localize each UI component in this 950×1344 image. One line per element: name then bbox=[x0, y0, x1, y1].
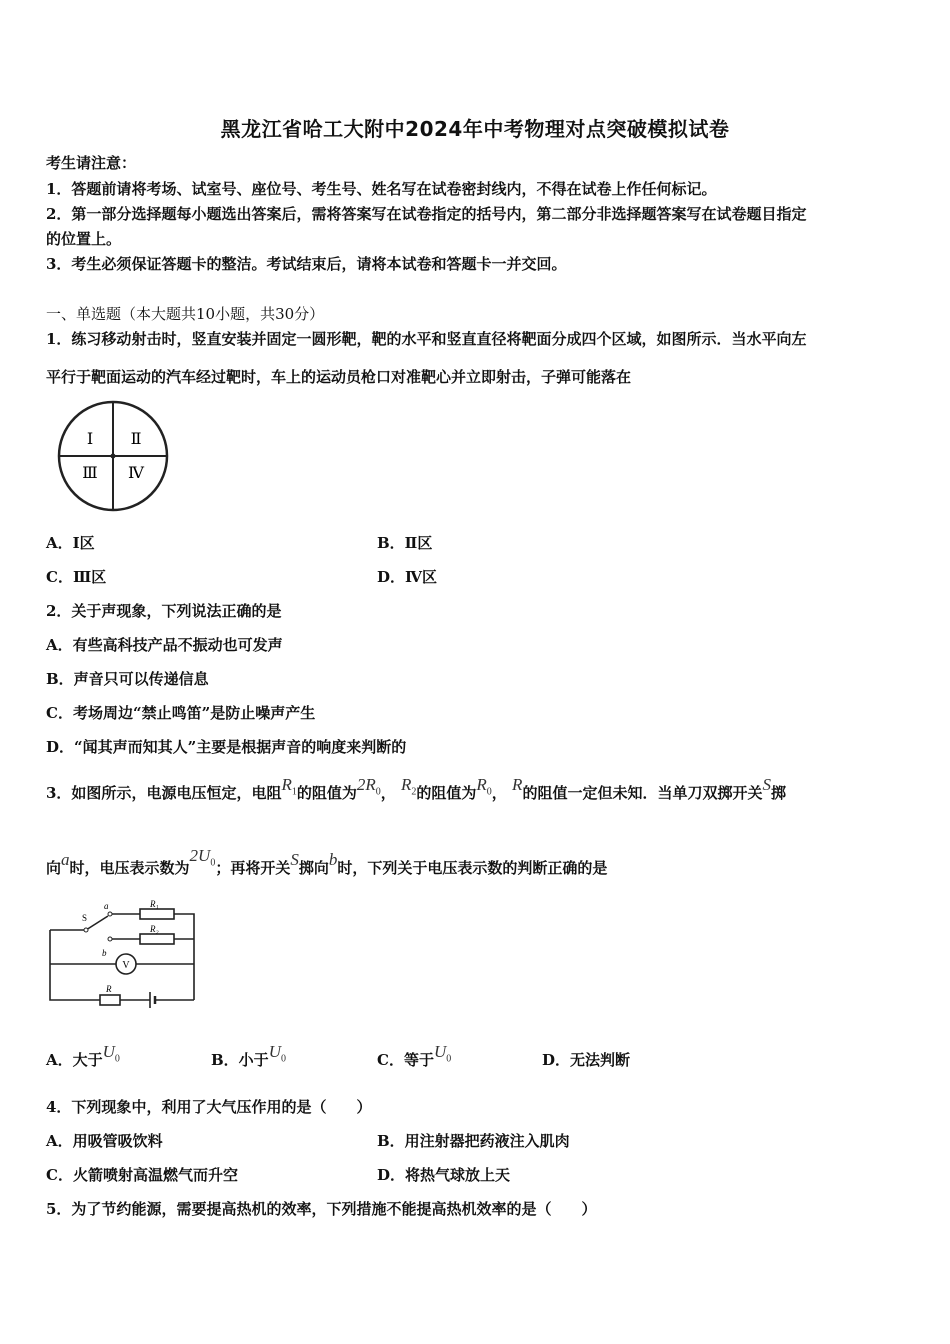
math-s: S bbox=[762, 775, 771, 794]
q2-option-a[interactable]: A．有些高科技产品不振动也可发声 bbox=[46, 636, 283, 654]
page-title: 黑龙江省哈工大附中2024年中考物理对点突破模拟试卷 bbox=[220, 117, 730, 141]
notice-item: 2．第一部分选择题每小题选出答案后，需将答案写在试卷指定的括号内，第二部分非选择题答案写在试卷题目指定 bbox=[46, 205, 807, 223]
q4-stem: 4．下列现象中，利用了大气压作用的是（ ） bbox=[46, 1098, 372, 1116]
q2-stem: 2．关于声现象，下列说法正确的是 bbox=[46, 602, 282, 620]
math-s: S bbox=[290, 850, 299, 869]
q3-text: 掷 bbox=[770, 784, 786, 802]
q1-stem-line2: 平行于靶面运动的汽车经过靶时，车上的运动员枪口对准靶心并立即射击，子弹可能落在 bbox=[46, 368, 632, 386]
q3-text: 掷向 bbox=[298, 859, 329, 877]
q3-text: 的阻值一定但未知．当单刀双掷开关 bbox=[522, 784, 763, 802]
math-r: R bbox=[512, 775, 523, 794]
q2-option-b[interactable]: B．声音只可以传递信息 bbox=[46, 670, 209, 688]
math-2u0: $2U_0$ bbox=[189, 846, 216, 869]
q2-option-c[interactable]: C．考场周边“禁止鸣笛”是防止噪声产生 bbox=[46, 704, 316, 722]
q3-text: 3．如图所示，电源电压恒定，电阻 bbox=[46, 784, 282, 802]
voltmeter-label: V bbox=[122, 960, 130, 971]
terminal-a bbox=[108, 912, 112, 916]
region-2-label: Ⅰ bbox=[86, 431, 94, 448]
resistor-r2 bbox=[140, 934, 174, 944]
q3-text: 向 bbox=[46, 859, 62, 877]
r2-label: R₂ bbox=[150, 924, 159, 934]
r-label: R bbox=[106, 984, 112, 994]
q3-option-d[interactable]: D．无法判断 bbox=[542, 1051, 631, 1069]
wire bbox=[50, 930, 100, 1000]
q3-text: ， bbox=[380, 784, 396, 802]
q2-option-d[interactable]: D．“闻其声而知其人”主要是根据声音的响度来判断的 bbox=[46, 738, 407, 756]
q3-text: 的阻值为 bbox=[296, 784, 357, 802]
q4-option-a[interactable]: A．用吸管吸饮料 bbox=[46, 1132, 163, 1150]
q3-text: 时，下列关于电压表示数的判断正确的是 bbox=[337, 859, 608, 877]
q4-option-c[interactable]: C．火箭喷射高温燃气而升空 bbox=[46, 1166, 238, 1184]
math-u0: $U_0$ bbox=[102, 1042, 120, 1065]
q3-option-b[interactable]: B．小于$U_0$ bbox=[211, 1042, 286, 1069]
q3-text: 时，电压表示数为 bbox=[69, 859, 190, 877]
math-u0: $U_0$ bbox=[268, 1042, 286, 1065]
notice-item: 1．答题前请将考场、试室号、座位号、考生号、姓名写在试卷密封线内，不得在试卷上作任何标记。 bbox=[46, 180, 717, 198]
section-heading: 一、单选题（本大题共10小题，共30分） bbox=[46, 305, 325, 323]
notice-item: 的位置上。 bbox=[46, 230, 122, 248]
math-r0: $R_0$ bbox=[476, 775, 492, 798]
q3-stem-line1 bbox=[46, 775, 786, 805]
q3-text: ， bbox=[491, 784, 507, 802]
q1-option-c[interactable]: C．Ⅲ区 bbox=[46, 568, 107, 586]
q3-option-c[interactable]: C．等于$U_0$ bbox=[377, 1042, 452, 1069]
r1-label: R₁ bbox=[150, 899, 159, 909]
region-4-label: Ⅳ bbox=[128, 465, 144, 482]
target-figure bbox=[52, 400, 174, 516]
switch-pivot bbox=[84, 928, 88, 932]
notice-heading: 考生请注意： bbox=[46, 154, 137, 172]
resistor-r bbox=[100, 995, 120, 1005]
region-1-label: Ⅱ bbox=[130, 431, 142, 448]
resistor-r1 bbox=[140, 909, 174, 919]
terminal-b bbox=[108, 937, 112, 941]
region-3-label: Ⅲ bbox=[82, 465, 98, 482]
q4-option-b[interactable]: B．用注射器把药液注入肌肉 bbox=[377, 1132, 570, 1150]
math-u0: $U_0$ bbox=[433, 1042, 452, 1065]
terminal-b-label: b bbox=[102, 948, 107, 958]
math-r1: $R_1$ bbox=[281, 775, 297, 798]
q1-option-b[interactable]: B．Ⅱ区 bbox=[377, 534, 433, 552]
q1-stem-line1: 1．练习移动射击时，竖直安装并固定一圆形靶，靶的水平和竖直直径将靶面分成四个区域，如图所示．当水平向左 bbox=[46, 330, 807, 348]
q3-stem-line2 bbox=[46, 846, 608, 880]
target-center bbox=[111, 454, 116, 459]
terminal-a-label: a bbox=[104, 901, 109, 911]
math-2r0: $2R_0$ bbox=[356, 775, 381, 798]
math-a: a bbox=[61, 850, 70, 869]
q3-option-a[interactable]: A．大于$U_0$ bbox=[46, 1042, 120, 1069]
math-b: b bbox=[328, 850, 338, 869]
q1-option-a[interactable]: A．Ⅰ区 bbox=[46, 534, 95, 552]
q1-option-d[interactable]: D．Ⅳ区 bbox=[377, 568, 438, 586]
wire bbox=[174, 914, 194, 1000]
switch-blade bbox=[86, 916, 108, 930]
q4-option-d[interactable]: D．将热气球放上天 bbox=[377, 1166, 511, 1184]
q3-text: 的阻值为 bbox=[416, 784, 477, 802]
q5-stem: 5．为了节约能源，需要提高热机的效率，下列措施不能提高热机效率的是（ ） bbox=[46, 1200, 597, 1218]
q3-text: ；再将开关 bbox=[215, 859, 291, 877]
circuit-diagram bbox=[42, 898, 202, 1008]
notice-item: 3．考生必须保证答题卡的整洁。考试结束后，请将本试卷和答题卡一并交回。 bbox=[46, 255, 567, 273]
switch-label: S bbox=[82, 913, 88, 923]
math-r2: $R_2$ bbox=[401, 775, 417, 798]
